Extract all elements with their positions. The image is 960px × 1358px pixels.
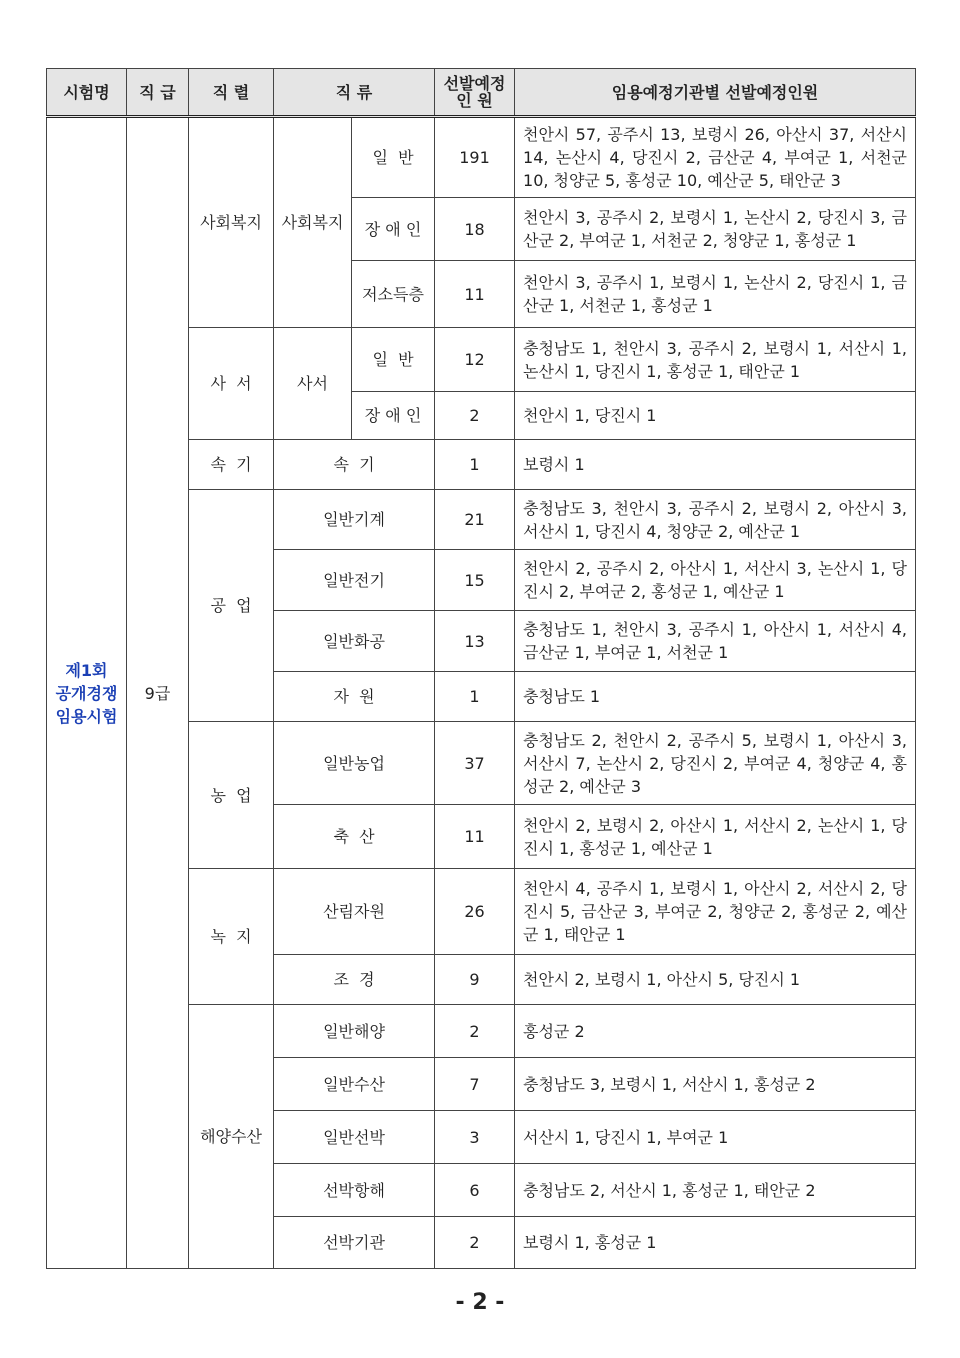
count-cell: 6 (435, 1164, 515, 1217)
allocation-cell: 천안시 3, 공주시 1, 보령시 1, 논산시 2, 당진시 1, 금산군 1, 서천군 1, 홍성군 1 (515, 261, 916, 328)
header-count-line2: 인 원 (456, 91, 493, 110)
class-cell: 산림자원 (274, 869, 435, 955)
class-cell: 속 기 (274, 440, 435, 490)
header-count-line1: 선발예정 (443, 74, 506, 93)
sub-class-cell: 일 반 (352, 117, 435, 198)
sub-class-cell: 장 애 인 (352, 392, 435, 440)
count-cell: 1 (435, 672, 515, 722)
class-cell: 일반해양 (274, 1005, 435, 1058)
allocation-cell: 충청남도 3, 천안시 3, 공주시 2, 보령시 2, 아산시 3, 서산시 1, 당진시 4, 청양군 2, 예산군 1 (515, 490, 916, 550)
count-cell: 18 (435, 198, 515, 261)
class-cell: 일반농업 (274, 722, 435, 805)
class-cell: 선박기관 (274, 1217, 435, 1269)
allocation-cell: 천안시 2, 보령시 1, 아산시 5, 당진시 1 (515, 955, 916, 1005)
allocation-cell: 천안시 4, 공주시 1, 보령시 1, 아산시 2, 서산시 2, 당진시 5, 금산군 3, 부여군 2, 청양군 2, 홍성군 2, 예산군 1, 태안군 1 (515, 869, 916, 955)
sub-class-cell: 저소득층 (352, 261, 435, 328)
class-cell: 일반화공 (274, 611, 435, 672)
count-cell: 11 (435, 805, 515, 869)
series-cell: 사회복지 (189, 117, 274, 328)
class-cell: 선박항해 (274, 1164, 435, 1217)
class-cell: 조 경 (274, 955, 435, 1005)
allocation-cell: 홍성군 2 (515, 1005, 916, 1058)
allocation-cell: 천안시 2, 보령시 2, 아산시 1, 서산시 2, 논산시 1, 당진시 1, 홍성군 1, 예산군 1 (515, 805, 916, 869)
class-cell: 일반선박 (274, 1111, 435, 1164)
count-cell: 13 (435, 611, 515, 672)
header-allocation: 임용예정기관별 선발예정인원 (515, 69, 916, 117)
header-series: 직 렬 (189, 69, 274, 117)
series-cell: 공 업 (189, 490, 274, 722)
series-cell: 농 업 (189, 722, 274, 869)
sub-class-cell: 장 애 인 (352, 198, 435, 261)
count-cell: 26 (435, 869, 515, 955)
allocation-cell: 천안시 2, 공주시 2, 아산시 1, 서산시 3, 논산시 1, 당진시 2, 부여군 2, 홍성군 1, 예산군 1 (515, 550, 916, 611)
count-cell: 12 (435, 328, 515, 392)
allocation-cell: 천안시 3, 공주시 2, 보령시 1, 논산시 2, 당진시 3, 금산군 2, 부여군 1, 서천군 2, 청양군 1, 홍성군 1 (515, 198, 916, 261)
exam-name-cell (47, 117, 127, 1269)
count-cell: 15 (435, 550, 515, 611)
count-cell: 1 (435, 440, 515, 490)
allocation-cell: 천안시 57, 공주시 13, 보령시 26, 아산시 37, 서산시 14, 논산시 4, 당진시 2, 금산군 4, 부여군 1, 서천군 10, 청양군 5, 홍성군 10, 예산군 5, 태안군 3 (515, 117, 916, 198)
class-cell: 사서 (274, 328, 352, 440)
count-cell: 2 (435, 1005, 515, 1058)
count-cell: 2 (435, 1217, 515, 1269)
count-cell: 21 (435, 490, 515, 550)
count-cell: 11 (435, 261, 515, 328)
page-number: - 2 - (455, 1290, 505, 1315)
count-cell: 37 (435, 722, 515, 805)
exam-name-line1: 제1회 (65, 660, 108, 680)
series-cell: 속 기 (189, 440, 274, 490)
allocation-cell: 충청남도 1, 천안시 3, 공주시 1, 아산시 1, 서산시 4, 금산군 1, 부여군 1, 서천군 1 (515, 611, 916, 672)
exam-name-line2: 공개경쟁 (55, 683, 118, 703)
allocation-cell: 충청남도 2, 천안시 2, 공주시 5, 보령시 1, 아산시 3, 서산시 7, 논산시 2, 당진시 2, 부여군 4, 청양군 4, 홍성군 2, 예산군 3 (515, 722, 916, 805)
class-cell: 일반수산 (274, 1058, 435, 1111)
header-row (47, 69, 916, 117)
table-row (47, 117, 916, 198)
class-cell: 사회복지 (274, 117, 352, 328)
allocation-cell: 충청남도 1 (515, 672, 916, 722)
sub-class-cell: 일 반 (352, 328, 435, 392)
header-count (435, 69, 515, 117)
allocation-cell: 충청남도 1, 천안시 3, 공주시 2, 보령시 1, 서산시 1, 논산시 1, 당진시 1, 홍성군 1, 태안군 1 (515, 328, 916, 392)
allocation-cell: 충청남도 3, 보령시 1, 서산시 1, 홍성군 2 (515, 1058, 916, 1111)
series-cell: 사 서 (189, 328, 274, 440)
count-cell: 3 (435, 1111, 515, 1164)
exam-name-line3: 임용시험 (55, 706, 118, 726)
grade-cell: 9급 (127, 117, 189, 1269)
count-cell: 2 (435, 392, 515, 440)
count-cell: 191 (435, 117, 515, 198)
allocation-cell: 서산시 1, 당진시 1, 부여군 1 (515, 1111, 916, 1164)
header-grade: 직 급 (127, 69, 189, 117)
allocation-cell: 천안시 1, 당진시 1 (515, 392, 916, 440)
header-exam-name: 시험명 (47, 69, 127, 117)
count-cell: 9 (435, 955, 515, 1005)
allocation-cell: 보령시 1, 홍성군 1 (515, 1217, 916, 1269)
count-cell: 7 (435, 1058, 515, 1111)
class-cell: 일반기계 (274, 490, 435, 550)
allocation-cell: 보령시 1 (515, 440, 916, 490)
recruitment-table (46, 68, 916, 1269)
class-cell: 자 원 (274, 672, 435, 722)
header-category: 직 류 (274, 69, 435, 117)
allocation-cell: 충청남도 2, 서산시 1, 홍성군 1, 태안군 2 (515, 1164, 916, 1217)
series-cell: 해양수산 (189, 1005, 274, 1269)
class-cell: 일반전기 (274, 550, 435, 611)
class-cell: 축 산 (274, 805, 435, 869)
series-cell: 녹 지 (189, 869, 274, 1005)
